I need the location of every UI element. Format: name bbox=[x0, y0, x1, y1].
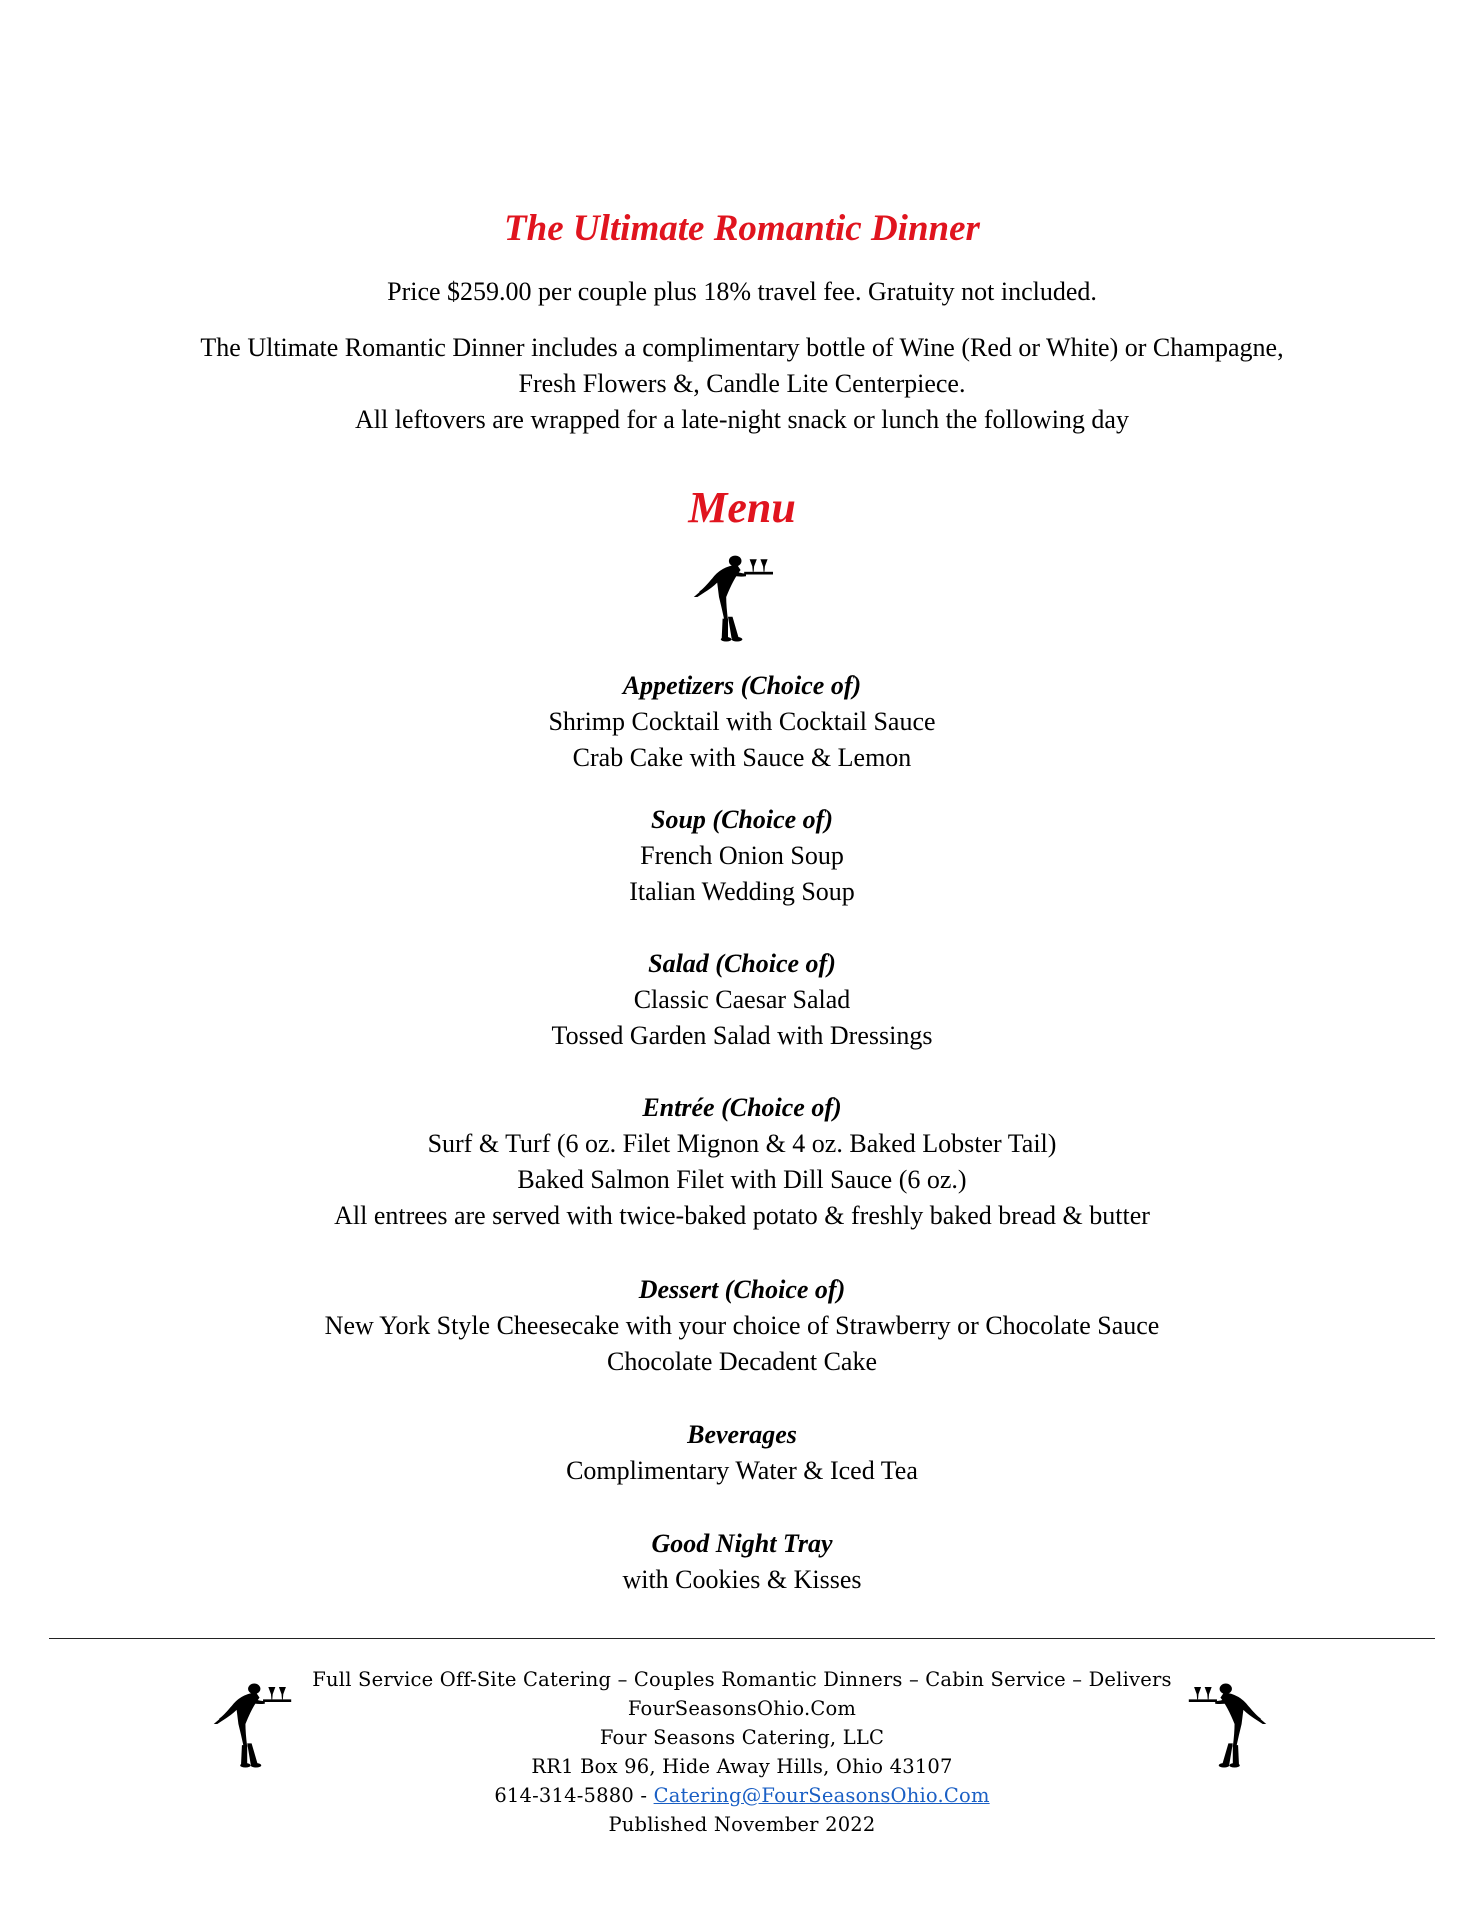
menu-section-good-night-tray bbox=[0, 1526, 1484, 1598]
footer-divider bbox=[49, 1638, 1435, 1639]
section-heading: Dessert (Choice of) bbox=[638, 1275, 846, 1304]
section-heading: Good Night Tray bbox=[651, 1529, 833, 1558]
section-heading: Soup (Choice of) bbox=[651, 805, 833, 834]
intro-line: Fresh Flowers &, Candle Lite Centerpiece. bbox=[518, 369, 966, 398]
footer-phone: 614-314-5880 bbox=[494, 1784, 634, 1807]
menu-item: French Onion Soup bbox=[640, 841, 844, 870]
menu-section-soup bbox=[0, 802, 1484, 910]
menu-item: Baked Salmon Filet with Dill Sauce (6 oz.) bbox=[517, 1165, 967, 1194]
intro-line: All leftovers are wrapped for a late-night snack or lunch the following day bbox=[355, 405, 1129, 434]
menu-section-dessert bbox=[0, 1272, 1484, 1380]
intro-line: The Ultimate Romantic Dinner includes a complimentary bottle of Wine (Red or White) or Champagne, bbox=[200, 333, 1284, 362]
menu-item: Chocolate Decadent Cake bbox=[607, 1347, 877, 1376]
footer-contact bbox=[0, 1781, 1484, 1810]
intro-paragraph bbox=[0, 330, 1484, 438]
menu-section-beverages bbox=[0, 1417, 1484, 1489]
menu-item: New York Style Cheesecake with your choice of Strawberry or Chocolate Sauce bbox=[324, 1311, 1160, 1340]
footer bbox=[0, 1665, 1484, 1839]
page-title: The Ultimate Romantic Dinner bbox=[504, 208, 980, 249]
menu-item: Shrimp Cocktail with Cocktail Sauce bbox=[548, 707, 936, 736]
footer-separator: - bbox=[633, 1784, 654, 1807]
footer-address: RR1 Box 96, Hide Away Hills, Ohio 43107 bbox=[531, 1755, 953, 1778]
menu-item: Tossed Garden Salad with Dressings bbox=[551, 1021, 933, 1050]
menu-item: Crab Cake with Sauce & Lemon bbox=[572, 743, 912, 772]
menu-section-entree bbox=[0, 1090, 1484, 1234]
menu-item: All entrees are served with twice-baked potato & freshly baked bread & butter bbox=[334, 1201, 1150, 1230]
footer-published: Published November 2022 bbox=[608, 1813, 876, 1836]
email-link[interactable]: Catering@FourSeasonsOhio.Com bbox=[653, 1784, 990, 1807]
footer-services: Full Service Off-Site Catering – Couples Romantic Dinners – Cabin Service – Delivers bbox=[312, 1668, 1172, 1691]
section-heading: Appetizers (Choice of) bbox=[622, 671, 862, 700]
footer-company: Four Seasons Catering, LLC bbox=[599, 1726, 885, 1749]
section-heading: Beverages bbox=[687, 1420, 797, 1449]
menu-item: with Cookies & Kisses bbox=[622, 1565, 862, 1594]
menu-item: Classic Caesar Salad bbox=[633, 985, 851, 1014]
section-heading: Salad (Choice of) bbox=[648, 949, 836, 978]
price-line: Price $259.00 per couple plus 18% travel fee. Gratuity not included. bbox=[387, 277, 1097, 306]
section-heading: Entrée (Choice of) bbox=[642, 1093, 842, 1122]
menu-item: Italian Wedding Soup bbox=[629, 877, 855, 906]
menu-item: Surf & Turf (6 oz. Filet Mignon & 4 oz. Baked Lobster Tail) bbox=[427, 1129, 1057, 1158]
footer-website: FourSeasonsOhio.Com bbox=[627, 1697, 857, 1720]
butler-waiter-icon bbox=[692, 552, 782, 642]
menu-section-appetizers bbox=[0, 668, 1484, 776]
menu-item: Complimentary Water & Iced Tea bbox=[566, 1456, 918, 1485]
menu-heading: Menu bbox=[688, 483, 796, 532]
menu-section-salad bbox=[0, 946, 1484, 1054]
